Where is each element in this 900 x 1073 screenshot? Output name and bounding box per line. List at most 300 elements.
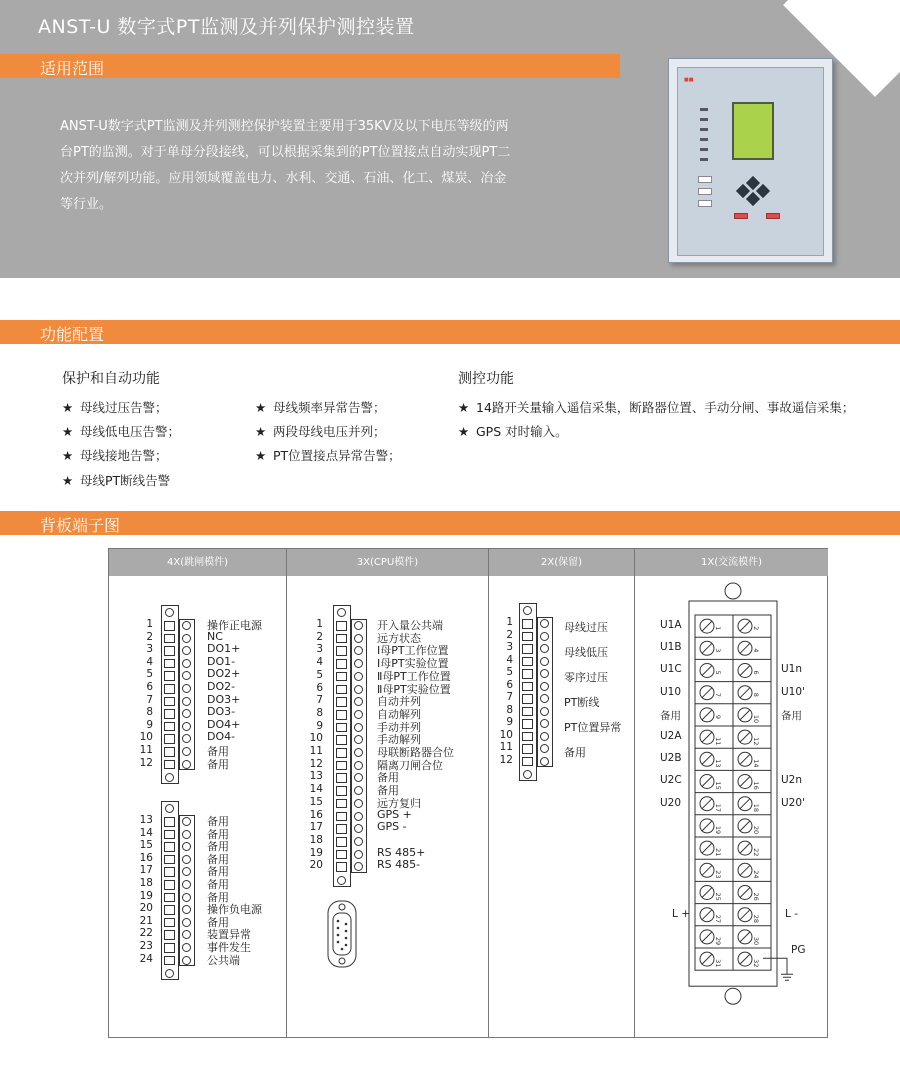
terminal-number: 31 — [714, 959, 722, 968]
terminal-number: 15 — [139, 839, 153, 852]
terminal-cell — [522, 719, 533, 729]
terminal-cell — [522, 707, 533, 717]
terminal-screw — [182, 918, 191, 927]
section-bar-terminals — [0, 511, 900, 535]
terminal-label: DO2+ — [207, 667, 241, 681]
terminal-label: 零序过压 — [564, 671, 608, 684]
column-header-3x: 3X(CPU模件) — [287, 549, 488, 576]
terminal-label: 操作负电源 — [207, 903, 262, 917]
terminal-cell — [522, 732, 533, 742]
terminal-screw — [182, 830, 191, 839]
terminal-label: 备用 — [207, 840, 229, 854]
mount-hole — [523, 770, 532, 779]
terminal-screw — [354, 621, 363, 630]
terminal-screw — [354, 837, 363, 846]
terminal-cell — [336, 735, 347, 745]
terminal-number: 6 — [506, 678, 513, 691]
terminal-cell — [336, 761, 347, 771]
feature-item: ★ 母线低电压告警； — [62, 424, 181, 439]
terminal-cell — [522, 644, 533, 654]
terminal-cell — [336, 621, 347, 631]
terminal-label: Ⅰ母PT实验位置 — [377, 657, 449, 671]
terminal-cell — [164, 722, 175, 732]
terminal-number: 8 — [752, 692, 760, 697]
terminal-cell — [522, 657, 533, 667]
terminal-screw — [540, 757, 549, 766]
terminal-label: DO1- — [207, 654, 236, 668]
terminal-label: 事件发生 — [207, 941, 251, 954]
device-red-key — [734, 213, 748, 219]
device-led — [700, 148, 708, 151]
terminal-number: 1 — [316, 618, 323, 630]
terminal-cell — [522, 682, 533, 692]
terminal-screw — [182, 697, 191, 706]
mount-hole — [337, 608, 346, 617]
scope-line: 台PT的监测。对于单母分段接线，可以根据采集到的PT位置接点自动实现PT二 — [60, 145, 511, 160]
terminal-number: 16 — [139, 851, 153, 864]
terminal-label: Ⅱ母PT工作位置 — [377, 669, 451, 683]
scope-description — [60, 114, 540, 218]
column-header-1x: 1X(交流模件) — [635, 549, 828, 576]
terminal-label: RS 485+ — [377, 845, 426, 859]
scope-line: 次并列/解列功能。应用领域覆盖电力、水利、交通、石油、化工、煤炭、冶金 — [60, 171, 507, 186]
terminal-cell — [336, 812, 347, 822]
terminal-cell — [336, 773, 347, 783]
terminal-number: 18 — [309, 833, 323, 846]
db9-connector-icon — [322, 899, 362, 969]
terminal-label: 操作正电源 — [207, 619, 262, 632]
terminal-cell — [164, 905, 175, 915]
terminal-label: 备用 — [207, 827, 229, 841]
terminal-screw — [354, 634, 363, 643]
ac-terminal-label: 备用 — [660, 709, 681, 722]
terminal-screw — [540, 619, 549, 628]
terminal-number: 13 — [139, 814, 153, 826]
ac-terminal-label: U1C — [660, 663, 682, 676]
terminal-number: 20 — [752, 825, 760, 835]
terminal-cell — [336, 799, 347, 809]
terminal-cell — [164, 621, 175, 631]
terminal-cell — [522, 632, 533, 642]
terminal-label: 备用 — [377, 771, 399, 785]
feature-item: ★ 母线PT断线告警 — [62, 473, 171, 488]
terminal-label: DO4- — [207, 730, 236, 744]
terminal-label: DO3+ — [207, 692, 241, 706]
terminal-label: DO1+ — [207, 642, 241, 656]
terminal-number: 32 — [752, 959, 760, 968]
terminal-strip — [161, 801, 179, 980]
terminal-number: 6 — [316, 681, 323, 694]
terminal-label: DO2- — [207, 680, 236, 693]
terminal-number: 13 — [714, 759, 722, 768]
terminal-number: 18 — [752, 803, 760, 812]
terminal-screw — [540, 644, 549, 653]
terminal-number: 21 — [139, 914, 153, 927]
mount-hole — [523, 606, 532, 615]
terminal-cell — [164, 747, 175, 757]
terminal-number: 13 — [309, 770, 323, 783]
device-image — [668, 58, 833, 263]
ac-terminal-label: U1n — [781, 663, 803, 676]
terminal-cell — [164, 646, 175, 656]
terminal-number: 4 — [752, 648, 760, 653]
feature-item: ★ 两段母线电压并列； — [255, 424, 386, 439]
device-led — [700, 108, 708, 111]
terminal-label: 远方状态 — [377, 631, 421, 645]
terminal-screw — [182, 621, 191, 630]
terminal-number: 10 — [309, 732, 323, 745]
terminal-number: 10 — [499, 728, 513, 741]
terminal-number: 3 — [714, 648, 722, 653]
terminal-cell — [164, 760, 175, 770]
top-banner — [0, 0, 900, 278]
feature-item: ★ PT位置接点异常告警； — [255, 448, 401, 463]
terminal-label: 备用 — [377, 784, 399, 798]
ac-terminal-label: 备用 — [781, 709, 802, 722]
device-red-key — [766, 213, 780, 219]
column-separator — [488, 549, 489, 1037]
product-title: ANST-U 数字式PT监测及并列保护测控装置 — [38, 16, 415, 38]
terminal-label: 备用 — [564, 746, 586, 759]
terminal-label: 装置异常 — [207, 928, 251, 942]
terminal-number: 3 — [506, 641, 513, 653]
terminal-number: 26 — [752, 892, 760, 901]
terminal-cell — [164, 930, 175, 940]
device-led — [700, 118, 708, 121]
terminal-screw — [540, 719, 549, 728]
terminal-number: 17 — [139, 864, 153, 877]
mount-hole — [725, 583, 741, 599]
terminal-number: 1 — [146, 618, 153, 630]
terminal-number: 9 — [506, 716, 513, 728]
terminal-number: 3 — [316, 643, 323, 656]
terminal-number: 10 — [752, 714, 760, 724]
terminal-label: 母线过压 — [564, 621, 608, 634]
terminal-number: 8 — [146, 706, 153, 719]
terminal-label: 备用 — [207, 890, 229, 904]
terminal-screw — [540, 744, 549, 753]
terminal-number: 20 — [139, 902, 153, 915]
device-key — [698, 200, 712, 207]
terminal-screw — [540, 657, 549, 666]
terminal-screw — [354, 723, 363, 732]
terminal-number: 3 — [146, 643, 153, 656]
terminal-screw — [354, 710, 363, 719]
terminal-screw — [182, 893, 191, 902]
terminal-screw — [540, 694, 549, 703]
terminal-number: 12 — [752, 737, 760, 746]
ac-terminal-label: U2n — [781, 774, 803, 787]
terminal-label: 开入量公共端 — [377, 619, 443, 632]
terminal-number: 23 — [714, 870, 722, 879]
terminal-screw — [182, 722, 191, 731]
feature-item: ★ 14路开关量输入遥信采集，断路器位置、手动分闸、事故遥信采集； — [458, 400, 855, 415]
terminal-cell — [164, 659, 175, 669]
terminal-cell — [164, 855, 175, 865]
control-heading: 测控功能 — [458, 371, 514, 387]
ac-terminal-label: U20 — [660, 796, 682, 809]
device-front-panel — [677, 67, 824, 256]
terminal-number: 18 — [139, 877, 153, 889]
section-bar-functions — [0, 320, 900, 344]
terminal-number: 27 — [714, 914, 722, 923]
terminal-cell — [336, 634, 347, 644]
terminal-label: 隔离刀闸合位 — [377, 758, 443, 772]
mount-hole — [165, 608, 174, 617]
terminal-label: PT位置异常 — [564, 721, 622, 734]
terminal-diagram — [108, 548, 828, 1038]
ac-terminal-label: U2C — [660, 774, 682, 787]
mount-hole — [165, 804, 174, 813]
ac-label-l-plus: L + — [672, 907, 690, 920]
terminal-label: 手动并列 — [377, 720, 421, 734]
terminal-number: 14 — [139, 826, 153, 839]
terminal-number: 1 — [506, 616, 513, 628]
terminal-screw — [182, 760, 191, 769]
terminal-number: 22 — [752, 848, 760, 857]
terminal-cell — [336, 723, 347, 733]
terminal-label: 母线低压 — [564, 646, 608, 659]
terminal-number: 15 — [714, 781, 722, 790]
terminal-label: 公共端 — [207, 953, 240, 967]
terminal-number: 5 — [506, 666, 513, 678]
feature-item: ★ 母线过压告警； — [62, 400, 168, 415]
terminal-cell — [336, 659, 347, 669]
terminal-cell — [336, 837, 347, 847]
terminal-number: 19 — [139, 889, 153, 902]
terminal-number: 11 — [139, 744, 153, 756]
terminal-screw — [540, 632, 549, 641]
terminal-number: 16 — [309, 808, 323, 821]
terminal-label: 备用 — [207, 757, 229, 771]
terminal-number: 10 — [139, 731, 153, 744]
terminal-label: DO4+ — [207, 717, 241, 731]
terminal-number: 4 — [506, 653, 513, 666]
mount-hole — [337, 876, 346, 885]
terminal-number: 2 — [752, 626, 760, 631]
terminal-cell — [164, 918, 175, 928]
column-header-2x: 2X(保留) — [489, 549, 634, 576]
terminal-label: 备用 — [207, 865, 229, 879]
feature-item: ★ 母线频率异常告警； — [255, 400, 386, 415]
terminal-number: 8 — [316, 706, 323, 719]
terminal-cell — [336, 710, 347, 720]
terminal-cell — [336, 862, 347, 872]
terminal-number: 16 — [752, 781, 760, 790]
terminal-number: 12 — [499, 753, 513, 766]
terminal-number: 11 — [714, 737, 722, 746]
terminal-screw — [540, 682, 549, 691]
ac-terminal-label: U1A — [660, 619, 682, 631]
device-nav-keys — [736, 180, 770, 200]
terminal-number: 7 — [146, 693, 153, 706]
ac-terminal-label: U10' — [781, 685, 805, 698]
ac-label-pg: PG — [791, 944, 806, 956]
terminal-cell — [522, 619, 533, 629]
terminal-number: 17 — [714, 803, 722, 812]
device-led — [700, 158, 708, 161]
terminal-screw — [182, 956, 191, 965]
feature-item: ★ 母线接地告警； — [62, 448, 168, 463]
terminal-number: 19 — [714, 825, 722, 835]
terminal-screw — [182, 855, 191, 864]
terminal-number: 30 — [752, 936, 760, 946]
terminal-cell — [164, 817, 175, 827]
terminal-screw — [182, 817, 191, 826]
terminal-label: 备用 — [207, 915, 229, 929]
terminal-number: 25 — [714, 892, 722, 901]
terminal-number: 11 — [499, 741, 513, 753]
terminal-number: 19 — [309, 846, 323, 859]
terminal-number: 2 — [316, 630, 323, 643]
terminal-screw — [182, 634, 191, 643]
terminal-number: 6 — [752, 670, 760, 675]
terminal-label: 自动并列 — [377, 695, 421, 709]
terminal-number: 5 — [316, 668, 323, 681]
terminal-screw — [182, 684, 191, 693]
section-title-functions: 功能配置 — [40, 325, 105, 344]
terminal-screw — [540, 732, 549, 741]
terminal-screw — [354, 748, 363, 757]
terminal-strip — [351, 619, 367, 873]
terminal-number: 24 — [752, 870, 760, 879]
terminal-cell — [336, 824, 347, 834]
terminal-cell — [164, 734, 175, 744]
terminal-label: 备用 — [207, 815, 229, 828]
terminal-label: 母联断路器合位 — [377, 746, 454, 759]
section-title-terminals: 背板端子图 — [40, 516, 121, 535]
terminal-number: 4 — [146, 655, 153, 668]
terminal-number: 23 — [139, 940, 153, 952]
terminal-screw — [182, 880, 191, 889]
terminal-number: 5 — [146, 668, 153, 681]
terminal-number: 12 — [309, 757, 323, 770]
terminal-cell — [336, 697, 347, 707]
device-led — [700, 138, 708, 141]
terminal-cell — [164, 671, 175, 681]
device-key — [698, 176, 712, 183]
terminal-number: 7 — [506, 691, 513, 703]
terminal-number: 29 — [714, 936, 722, 946]
terminal-number: 9 — [714, 714, 722, 720]
terminal-number: 2 — [146, 630, 153, 643]
terminal-cell — [164, 880, 175, 890]
ac-terminal-label: U10 — [660, 685, 682, 698]
terminal-cell — [164, 867, 175, 877]
terminal-screw — [182, 659, 191, 668]
terminal-label: 手动解列 — [377, 733, 421, 747]
terminal-label: 备用 — [207, 878, 229, 891]
terminal-cell — [164, 842, 175, 852]
terminal-number: 8 — [506, 703, 513, 716]
terminal-label: GPS - — [377, 820, 407, 834]
device-key — [698, 188, 712, 195]
terminal-number: 1 — [714, 626, 722, 631]
terminal-cell — [336, 748, 347, 758]
terminal-number: 9 — [316, 719, 323, 732]
terminal-cell — [522, 757, 533, 767]
terminal-cell — [164, 893, 175, 903]
ac-label-l-minus: L - — [785, 907, 798, 920]
terminal-screw — [182, 943, 191, 952]
terminal-number: 12 — [139, 756, 153, 769]
terminal-number: 17 — [309, 821, 323, 834]
terminal-number: 6 — [146, 681, 153, 693]
terminal-label: Ⅱ母PT实验位置 — [377, 682, 451, 696]
section-title-scope: 适用范围 — [40, 59, 105, 78]
terminal-label: GPS + — [377, 807, 412, 821]
terminal-screw — [182, 747, 191, 756]
terminal-number: 24 — [139, 952, 153, 965]
terminal-number: 7 — [316, 694, 323, 707]
ac-terminal-label: U1B — [660, 641, 682, 654]
scope-line: 等行业。 — [60, 197, 113, 212]
scope-line: ANST-U数字式PT监测及并列测控保护装置主要用于35KV及以下电压等级的两 — [60, 119, 509, 134]
column-header-4x: 4X(跳闸模件) — [109, 549, 286, 576]
terminal-cell — [164, 697, 175, 707]
terminal-cell — [522, 669, 533, 679]
terminal-number: 20 — [309, 859, 323, 872]
terminal-strip — [161, 605, 179, 784]
terminal-label: 自动解列 — [377, 707, 421, 721]
terminal-number: 5 — [714, 670, 722, 675]
terminal-cell — [336, 786, 347, 796]
terminal-number: 28 — [752, 914, 760, 923]
ac-terminal-label: U20' — [781, 796, 805, 809]
terminal-screw — [540, 669, 549, 678]
terminal-cell — [164, 684, 175, 694]
terminal-screw — [540, 707, 549, 716]
terminal-cell — [164, 709, 175, 719]
mount-hole — [725, 988, 741, 1004]
terminal-cell — [164, 956, 175, 966]
device-led — [700, 128, 708, 131]
device-lcd-screen — [732, 102, 774, 160]
terminal-number: 22 — [139, 927, 153, 940]
terminal-number: 15 — [309, 795, 323, 808]
terminal-cell — [164, 830, 175, 840]
terminal-cell — [336, 850, 347, 860]
terminal-screw — [354, 685, 363, 694]
terminal-strip — [519, 603, 537, 781]
column-separator — [286, 549, 287, 1037]
terminal-number: 14 — [309, 783, 323, 796]
terminal-label: PT断线 — [564, 696, 600, 709]
terminal-number: 4 — [316, 656, 323, 669]
terminal-screw — [354, 812, 363, 821]
section-bar-scope — [0, 54, 620, 78]
ac-terminal-label: U2A — [660, 730, 682, 742]
terminal-number: 21 — [714, 848, 722, 857]
terminal-number: 11 — [309, 745, 323, 757]
terminal-number: 2 — [506, 628, 513, 641]
protection-heading: 保护和自动功能 — [62, 371, 160, 387]
terminal-cell — [336, 646, 347, 656]
terminal-cell — [336, 672, 347, 682]
terminal-number: 7 — [714, 692, 722, 697]
ac-terminal-label: U2B — [660, 752, 682, 765]
terminal-label: DO3- — [207, 705, 236, 719]
terminal-label: 远方复归 — [377, 796, 421, 810]
terminal-label: NC — [207, 629, 223, 643]
terminal-screw — [354, 672, 363, 681]
terminal-screw — [354, 761, 363, 770]
feature-item: ★ GPS 对时输入。 — [458, 424, 568, 439]
terminal-cell — [522, 694, 533, 704]
terminal-screw — [354, 799, 363, 808]
terminal-cell — [336, 685, 347, 695]
terminal-cell — [164, 943, 175, 953]
